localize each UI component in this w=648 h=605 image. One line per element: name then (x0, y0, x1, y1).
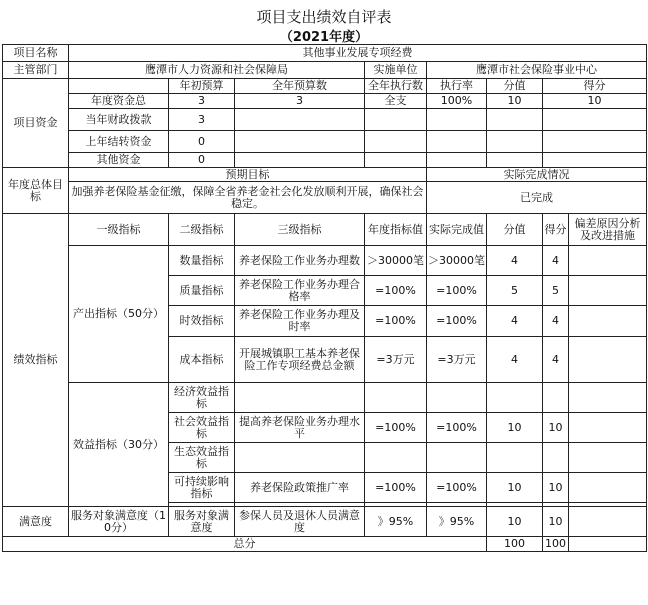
indicator-score: 4 (543, 306, 569, 337)
indicator-l2: 数量指标 (169, 246, 235, 276)
indicator-target: ＞30000笔 (365, 246, 427, 276)
indicator-actual: =100% (427, 276, 487, 306)
indicator-value: 10 (487, 413, 543, 443)
indicator-value: 4 (487, 337, 543, 383)
perf-header-l1: 一级指标 (69, 214, 169, 246)
funds-row-annual: 0 (169, 131, 235, 153)
funds-row-value: 10 (487, 94, 543, 109)
indicator-l2: 可持续影响指标 (169, 473, 235, 503)
funds-row-name: 上年结转资金 (69, 131, 169, 153)
form-year: （2021年度） (279, 30, 369, 45)
perf-label: 绩效指标 (3, 214, 69, 507)
funds-row-annual: 3 (169, 94, 235, 109)
funds-row-name: 当年财政拨款 (69, 109, 169, 131)
indicator-value: 4 (487, 246, 543, 276)
satisfaction-l3: 参保人员及退休人员满意度 (235, 507, 365, 537)
satisfaction-label: 满意度 (3, 507, 69, 537)
goals-label: 年度总体目标 (3, 168, 69, 214)
indicator-target: =3万元 (365, 337, 427, 383)
indicator-l2: 经济效益指标 (169, 383, 235, 413)
indicator-target: =100% (365, 413, 427, 443)
funds-header-rate: 执行率 (427, 79, 487, 94)
indicator-score: 10 (543, 473, 569, 503)
funds-row-score: 10 (543, 94, 647, 109)
funds-header-exec: 全年执行数 (365, 79, 427, 94)
indicator-l2: 成本指标 (169, 337, 235, 383)
funds-header-value: 分值 (487, 79, 543, 94)
goals-expected-text: 加强养老保险基金征缴，保障全省养老金社会化发放顺利开展，确保社会稳定。 (69, 182, 427, 214)
indicator-l3: 养老保险工作业务办理合格率 (235, 276, 365, 306)
dept-label: 主管部门 (3, 62, 69, 79)
indicator-score: 5 (543, 276, 569, 306)
impl-unit-label: 实施单位 (365, 62, 427, 79)
output-indicator-label: 产出指标（50分） (69, 246, 169, 383)
indicator-actual: =3万元 (427, 337, 487, 383)
goals-actual-text: 已完成 (427, 182, 647, 214)
indicator-l2: 社会效益指标 (169, 413, 235, 443)
perf-header-actual: 实际完成值 (427, 214, 487, 246)
indicator-l2: 生态效益指标 (169, 443, 235, 473)
funds-row-annual: 3 (169, 109, 235, 131)
indicator-value: 10 (487, 473, 543, 503)
perf-header-value: 分值 (487, 214, 543, 246)
satisfaction-score: 10 (543, 507, 569, 537)
indicator-value: 5 (487, 276, 543, 306)
indicator-target: =100% (365, 306, 427, 337)
indicator-l3: 开展城镇职工基本养老保险工作专项经费总金额 (235, 337, 365, 383)
indicator-l2: 时效指标 (169, 306, 235, 337)
form-title: 项目支出绩效自评表 (256, 8, 392, 26)
perf-header-deviation: 偏差原因分析及改进措施 (569, 214, 647, 246)
indicator-score: 4 (543, 337, 569, 383)
funds-row-rate: 100% (427, 94, 487, 109)
indicator-l3: 养老保险政策推广率 (235, 473, 365, 503)
total-value: 100 (487, 537, 543, 552)
indicator-actual: =100% (427, 306, 487, 337)
project-name-label: 项目名称 (3, 45, 69, 62)
impl-unit-value: 鹰潭市社会保险事业中心 (427, 62, 647, 79)
funds-header-full: 全年预算数 (235, 79, 365, 94)
dept-value: 鹰潭市人力资源和社会保障局 (69, 62, 365, 79)
funds-row-exec: 全支 (365, 94, 427, 109)
perf-header-l3: 三级指标 (235, 214, 365, 246)
indicator-actual: =100% (427, 413, 487, 443)
performance-table (2, 44, 647, 552)
goals-expected-label: 预期目标 (69, 168, 427, 182)
indicator-score: 10 (543, 413, 569, 443)
satisfaction-value: 10 (487, 507, 543, 537)
funds-header-annual: 年初预算 (169, 79, 235, 94)
indicator-l3: 养老保险工作业务办理数 (235, 246, 365, 276)
funds-label: 项目资金 (3, 79, 69, 168)
funds-blank-header (69, 79, 169, 94)
satisfaction-l2: 服务对象满意度 (169, 507, 235, 537)
funds-row-annual: 0 (169, 153, 235, 168)
indicator-target: =100% (365, 276, 427, 306)
perf-header-score: 得分 (543, 214, 569, 246)
indicator-target: =100% (365, 473, 427, 503)
goals-actual-label: 实际完成情况 (427, 168, 647, 182)
indicator-actual: =100% (427, 473, 487, 503)
satisfaction-actual: 》95% (427, 507, 487, 537)
indicator-l3: 提高养老保险业务办理水平 (235, 413, 365, 443)
project-name-value: 其他事业发展专项经费 (69, 45, 647, 62)
funds-row-name: 年度资金总 (69, 94, 169, 109)
perf-header-target: 年度指标值 (365, 214, 427, 246)
funds-header-score: 得分 (543, 79, 647, 94)
perf-header-l2: 二级指标 (169, 214, 235, 246)
funds-row-name: 其他资金 (69, 153, 169, 168)
total-label: 总分 (3, 537, 487, 552)
total-score: 100 (543, 537, 569, 552)
satisfaction-target: 》95% (365, 507, 427, 537)
indicator-l2: 质量指标 (169, 276, 235, 306)
indicator-value: 4 (487, 306, 543, 337)
indicator-score: 4 (543, 246, 569, 276)
indicator-l3: 养老保险工作业务办理及时率 (235, 306, 365, 337)
funds-row-full: 3 (235, 94, 365, 109)
benefit-indicator-label: 效益指标（30分） (69, 383, 169, 507)
indicator-actual: ＞30000笔 (427, 246, 487, 276)
satisfaction-l1: 服务对象满意度（10分） (69, 507, 169, 537)
